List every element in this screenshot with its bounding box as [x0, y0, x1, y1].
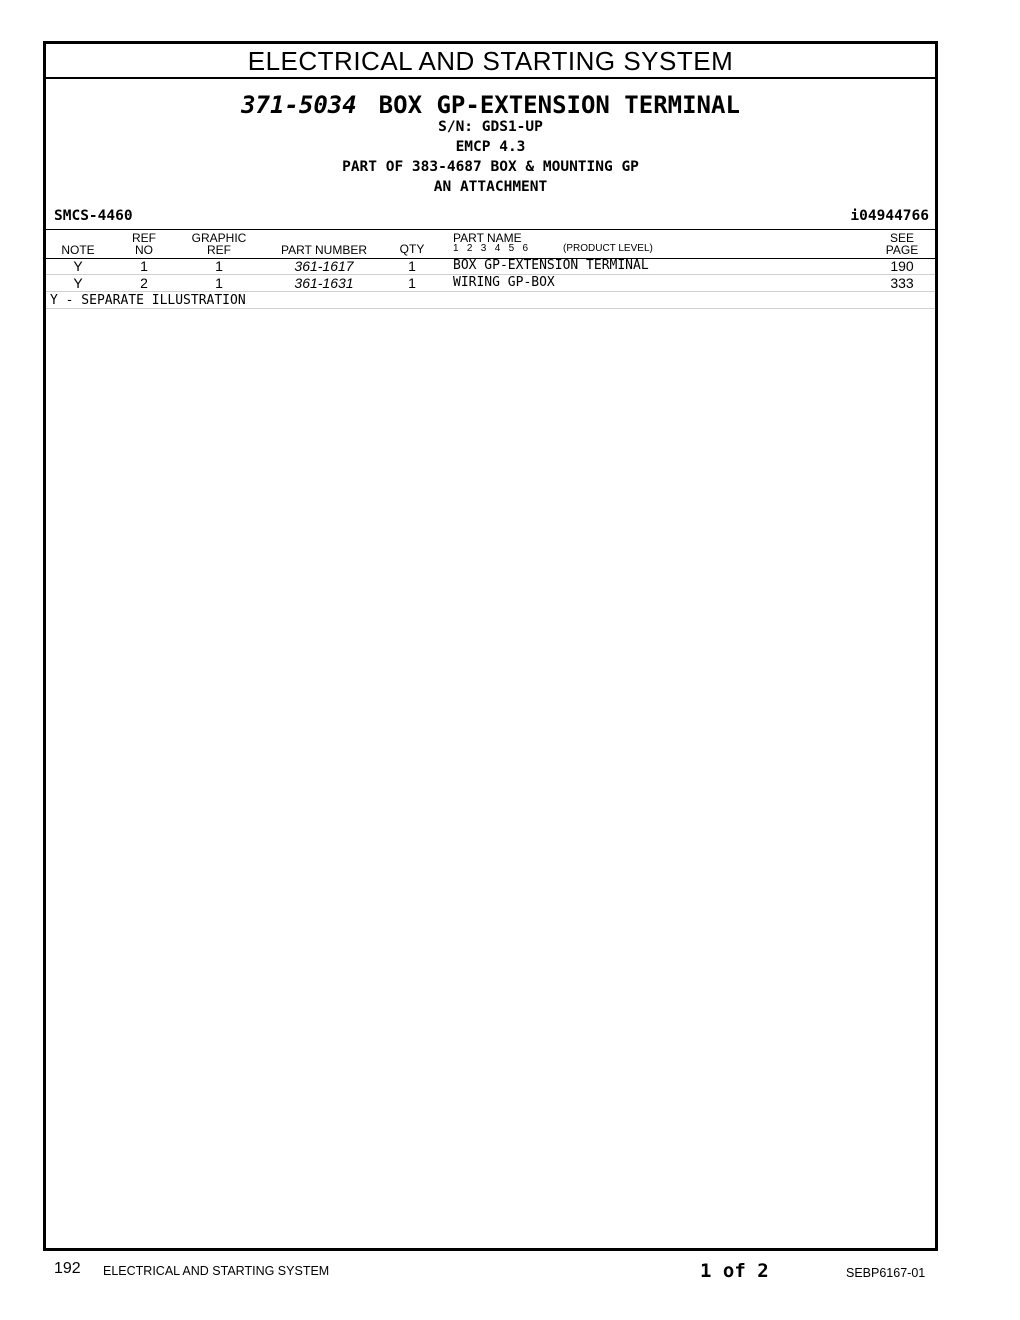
- footer-page-number: 192: [54, 1260, 81, 1277]
- parts-table-body: [46, 258, 935, 309]
- col-product-levels: 1 2 3 4 5 6: [453, 243, 529, 254]
- row-note: Y: [73, 275, 83, 291]
- legend-note: Y - SEPARATE ILLUSTRATION: [46, 292, 935, 309]
- row-part-name: BOX GP-EXTENSION TERMINAL: [453, 258, 649, 273]
- page-footer: [0, 1258, 1020, 1288]
- group-part-number: 371-5034: [241, 91, 357, 119]
- table-row: [46, 258, 935, 275]
- row-see-page: 190: [890, 258, 914, 274]
- col-part-name: PART NAME: [453, 231, 522, 245]
- row-graphic-ref: 1: [215, 275, 223, 291]
- col-graphic-bottom: REF: [207, 243, 231, 257]
- attachment-line: AN ATTACHMENT: [433, 179, 548, 195]
- page-frame: [43, 41, 938, 1251]
- emcp-version: EMCP 4.3: [455, 139, 526, 155]
- col-ref-bottom: NO: [135, 243, 153, 257]
- col-part-number: PART NUMBER: [280, 243, 367, 257]
- footer-document: SEBP6167-01: [846, 1266, 926, 1280]
- row-graphic-ref: 1: [215, 258, 223, 274]
- col-see-top: SEE: [889, 231, 914, 245]
- row-ref-no: 2: [140, 275, 148, 291]
- row-note: Y: [73, 258, 83, 274]
- table-row: [46, 275, 935, 292]
- row-qty: 1: [408, 275, 416, 291]
- group-title: [46, 91, 935, 119]
- col-qty: QTY: [399, 242, 425, 256]
- col-ref-top: REF: [132, 231, 156, 245]
- row-qty: 1: [408, 258, 416, 274]
- parent-group: PART OF 383-4687 BOX & MOUNTING GP: [342, 159, 639, 175]
- row-see-page: 333: [890, 275, 914, 291]
- col-graphic-top: GRAPHIC: [191, 231, 247, 245]
- group-heading: [46, 79, 935, 207]
- illustration-id: i04944766: [850, 208, 929, 224]
- col-see-bottom: PAGE: [885, 243, 919, 257]
- parts-table-header: [46, 229, 935, 259]
- col-note: NOTE: [61, 243, 95, 257]
- footer-section: ELECTRICAL AND STARTING SYSTEM: [103, 1264, 330, 1278]
- row-ref-no: 1: [140, 258, 148, 274]
- row-part-number: 361-1631: [294, 275, 354, 291]
- footer-sheet: 1 of 2: [700, 1260, 769, 1282]
- row-part-number: 361-1617: [294, 258, 354, 274]
- serial-range: S/N: GDS1-UP: [438, 119, 543, 135]
- section-title: ELECTRICAL AND STARTING SYSTEM: [46, 44, 935, 79]
- row-part-name: WIRING GP-BOX: [453, 275, 555, 290]
- col-product-level-label: (PRODUCT LEVEL): [563, 243, 653, 254]
- smcs-code: SMCS-4460: [54, 208, 133, 224]
- group-name: BOX GP-EXTENSION TERMINAL: [378, 91, 740, 119]
